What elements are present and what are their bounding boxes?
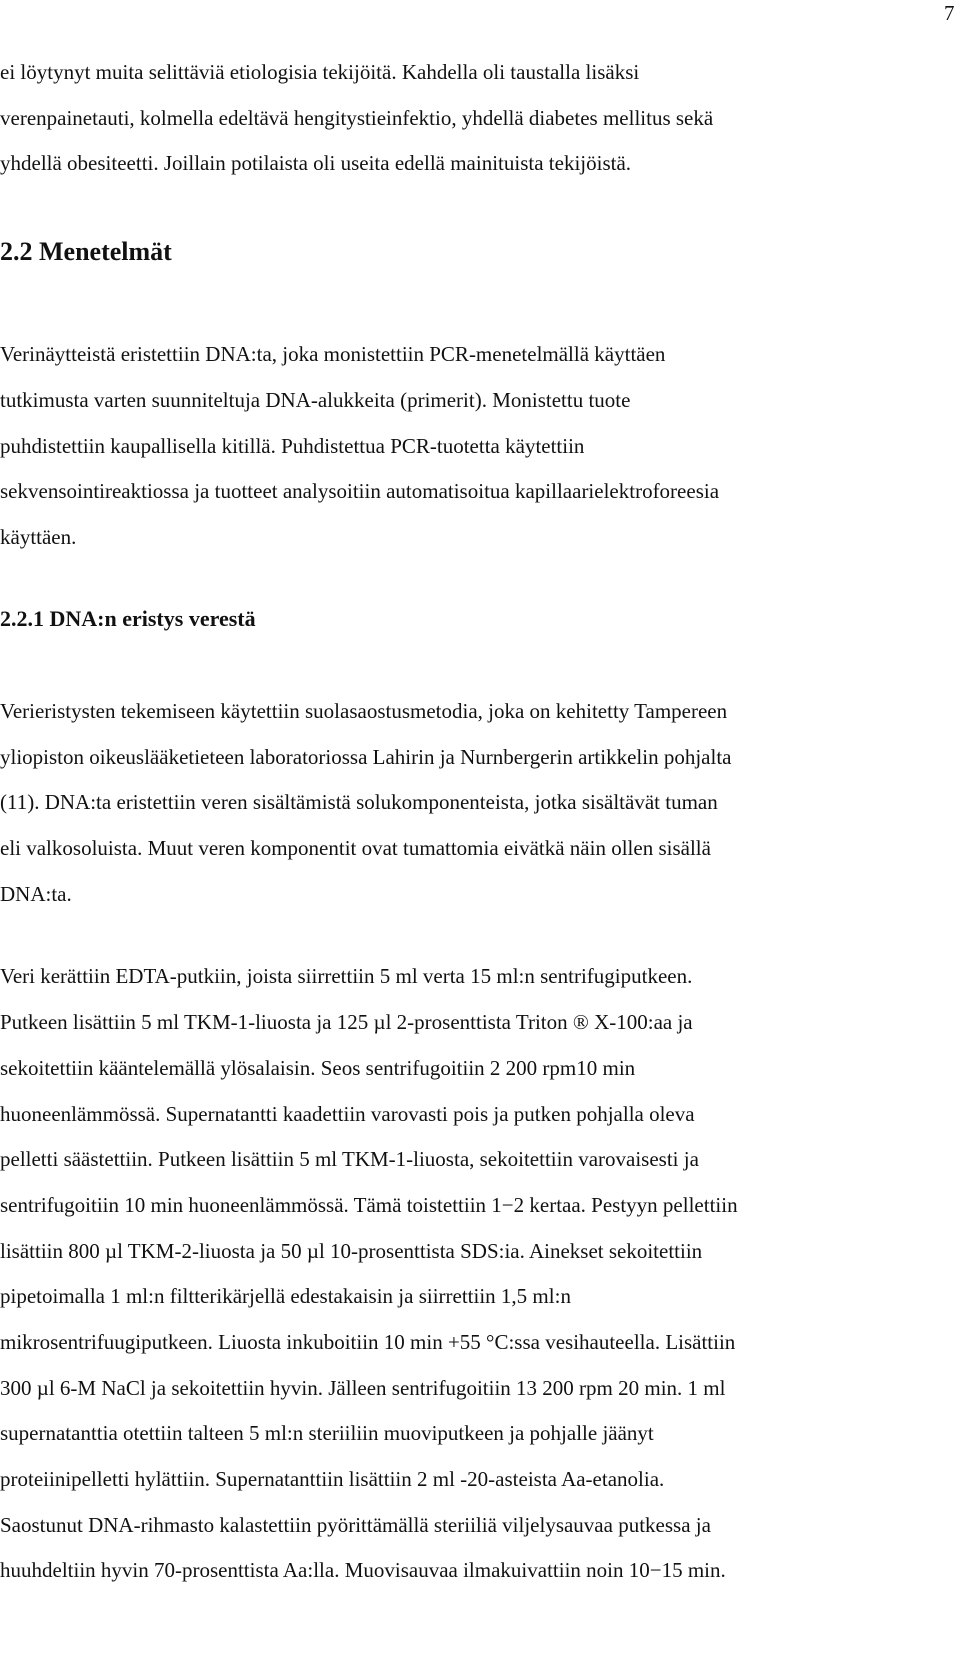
subsection-p1-line-3: (11). DNA:ta eristettiin veren sisältämistä solukomponenteista, jotka sisältävät tuman — [0, 790, 718, 814]
subsection-p1-line-5: DNA:ta. — [0, 882, 72, 906]
section-line-4: sekvensointireaktiossa ja tuotteet analysoitiin automatisoitua kapillaarielektroforeesia — [0, 479, 720, 503]
subsection-p2-line-2: Putkeen lisättiin 5 ml TKM-1-liuosta ja 125 µl 2-prosenttista Triton ® X-100:aa ja — [0, 1010, 693, 1034]
subsection-p2-line-3: sekoitettiin kääntelemällä ylösalaisin. Seos sentrifugoitiin 2 200 rpm10 min — [0, 1056, 636, 1080]
subsection-p1-line-4: eli valkosoluista. Muut veren komponentit ovat tumattomia eivätkä näin ollen sisällä — [0, 836, 711, 860]
subsection-p2-line-13: Saostunut DNA-rihmasto kalastettiin pyörittämällä steriiliä viljelysauvaa putkessa ja — [0, 1513, 711, 1537]
intro-line-2: verenpainetauti, kolmella edeltävä hengitystieinfektio, yhdellä diabetes mellitus sekä — [0, 106, 714, 130]
subsection-p2-line-8: pipetoimalla 1 ml:n filtterikärjellä edestakaisin ja siirrettiin 1,5 ml:n — [0, 1284, 571, 1308]
subsection-p2-line-6: sentrifugoitiin 10 min huoneenlämmössä. Tämä toistettiin 1−2 kertaa. Pestyyn pellettiin — [0, 1193, 738, 1217]
section-heading: 2.2 Menetelmät — [0, 237, 172, 266]
section-line-1: Verinäytteistä eristettiin DNA:ta, joka monistettiin PCR-menetelmällä käyttäen — [0, 342, 666, 366]
subsection-p2-line-9: mikrosentrifuugiputkeen. Liuosta inkuboitiin 10 min +55 °C:ssa vesihauteella. Lisättiin — [0, 1330, 736, 1354]
page-number: 7 — [944, 1, 955, 25]
subsection-p2-line-14: huuhdeltiin hyvin 70-prosenttista Aa:lla. Muovisauvaa ilmakuivattiin noin 10−15 min. — [0, 1558, 726, 1582]
subsection-p2-line-5: pelletti säästettiin. Putkeen lisättiin 5 ml TKM-1-liuosta, sekoitettiin varovaisesti ja — [0, 1147, 699, 1171]
intro-line-3: yhdellä obesiteetti. Joillain potilaista oli useita edellä mainituista tekijöistä. — [0, 151, 632, 175]
subsection-p2-line-4: huoneenlämmössä. Supernatantti kaadettiin varovasti pois ja putken pohjalla oleva — [0, 1102, 695, 1126]
subsection-heading: 2.2.1 DNA:n eristys verestä — [0, 606, 256, 631]
subsection-p2-line-11: supernatanttia otettiin talteen 5 ml:n steriiliin muoviputkeen ja pohjalle jäänyt — [0, 1421, 654, 1445]
subsection-p2-line-10: 300 µl 6-M NaCl ja sekoitettiin hyvin. Jälleen sentrifugoitiin 13 200 rpm 20 min. 1 ml — [0, 1376, 726, 1400]
subsection-p1-line-2: yliopiston oikeuslääketieteen laboratoriossa Lahirin ja Nurnbergerin artikkelin pohjalta — [0, 745, 732, 769]
section-line-3: puhdistettiin kaupallisella kitillä. Puhdistettua PCR-tuotetta käytettiin — [0, 434, 585, 458]
subsection-p2-line-12: proteiinipelletti hylättiin. Supernatanttiin lisättiin 2 ml -20-asteista Aa-etanolia. — [0, 1467, 665, 1491]
section-line-2: tutkimusta varten suunniteltuja DNA-alukkeita (primerit). Monistettu tuote — [0, 388, 631, 412]
intro-line-1: ei löytynyt muita selittäviä etiologisia tekijöitä. Kahdella oli taustalla lisäksi — [0, 60, 640, 84]
subsection-p2-line-7: lisättiin 800 µl TKM-2-liuosta ja 50 µl 10-prosenttista SDS:ia. Ainekset sekoitettiin — [0, 1239, 703, 1263]
subsection-p2-line-1: Veri kerättiin EDTA-putkiin, joista siirrettiin 5 ml verta 15 ml:n sentrifugiputkeen. — [0, 964, 693, 988]
section-line-5: käyttäen. — [0, 525, 77, 549]
subsection-p1-line-1: Verieristysten tekemiseen käytettiin suolasaostusmetodia, joka on kehitetty Tampereen — [0, 699, 728, 723]
